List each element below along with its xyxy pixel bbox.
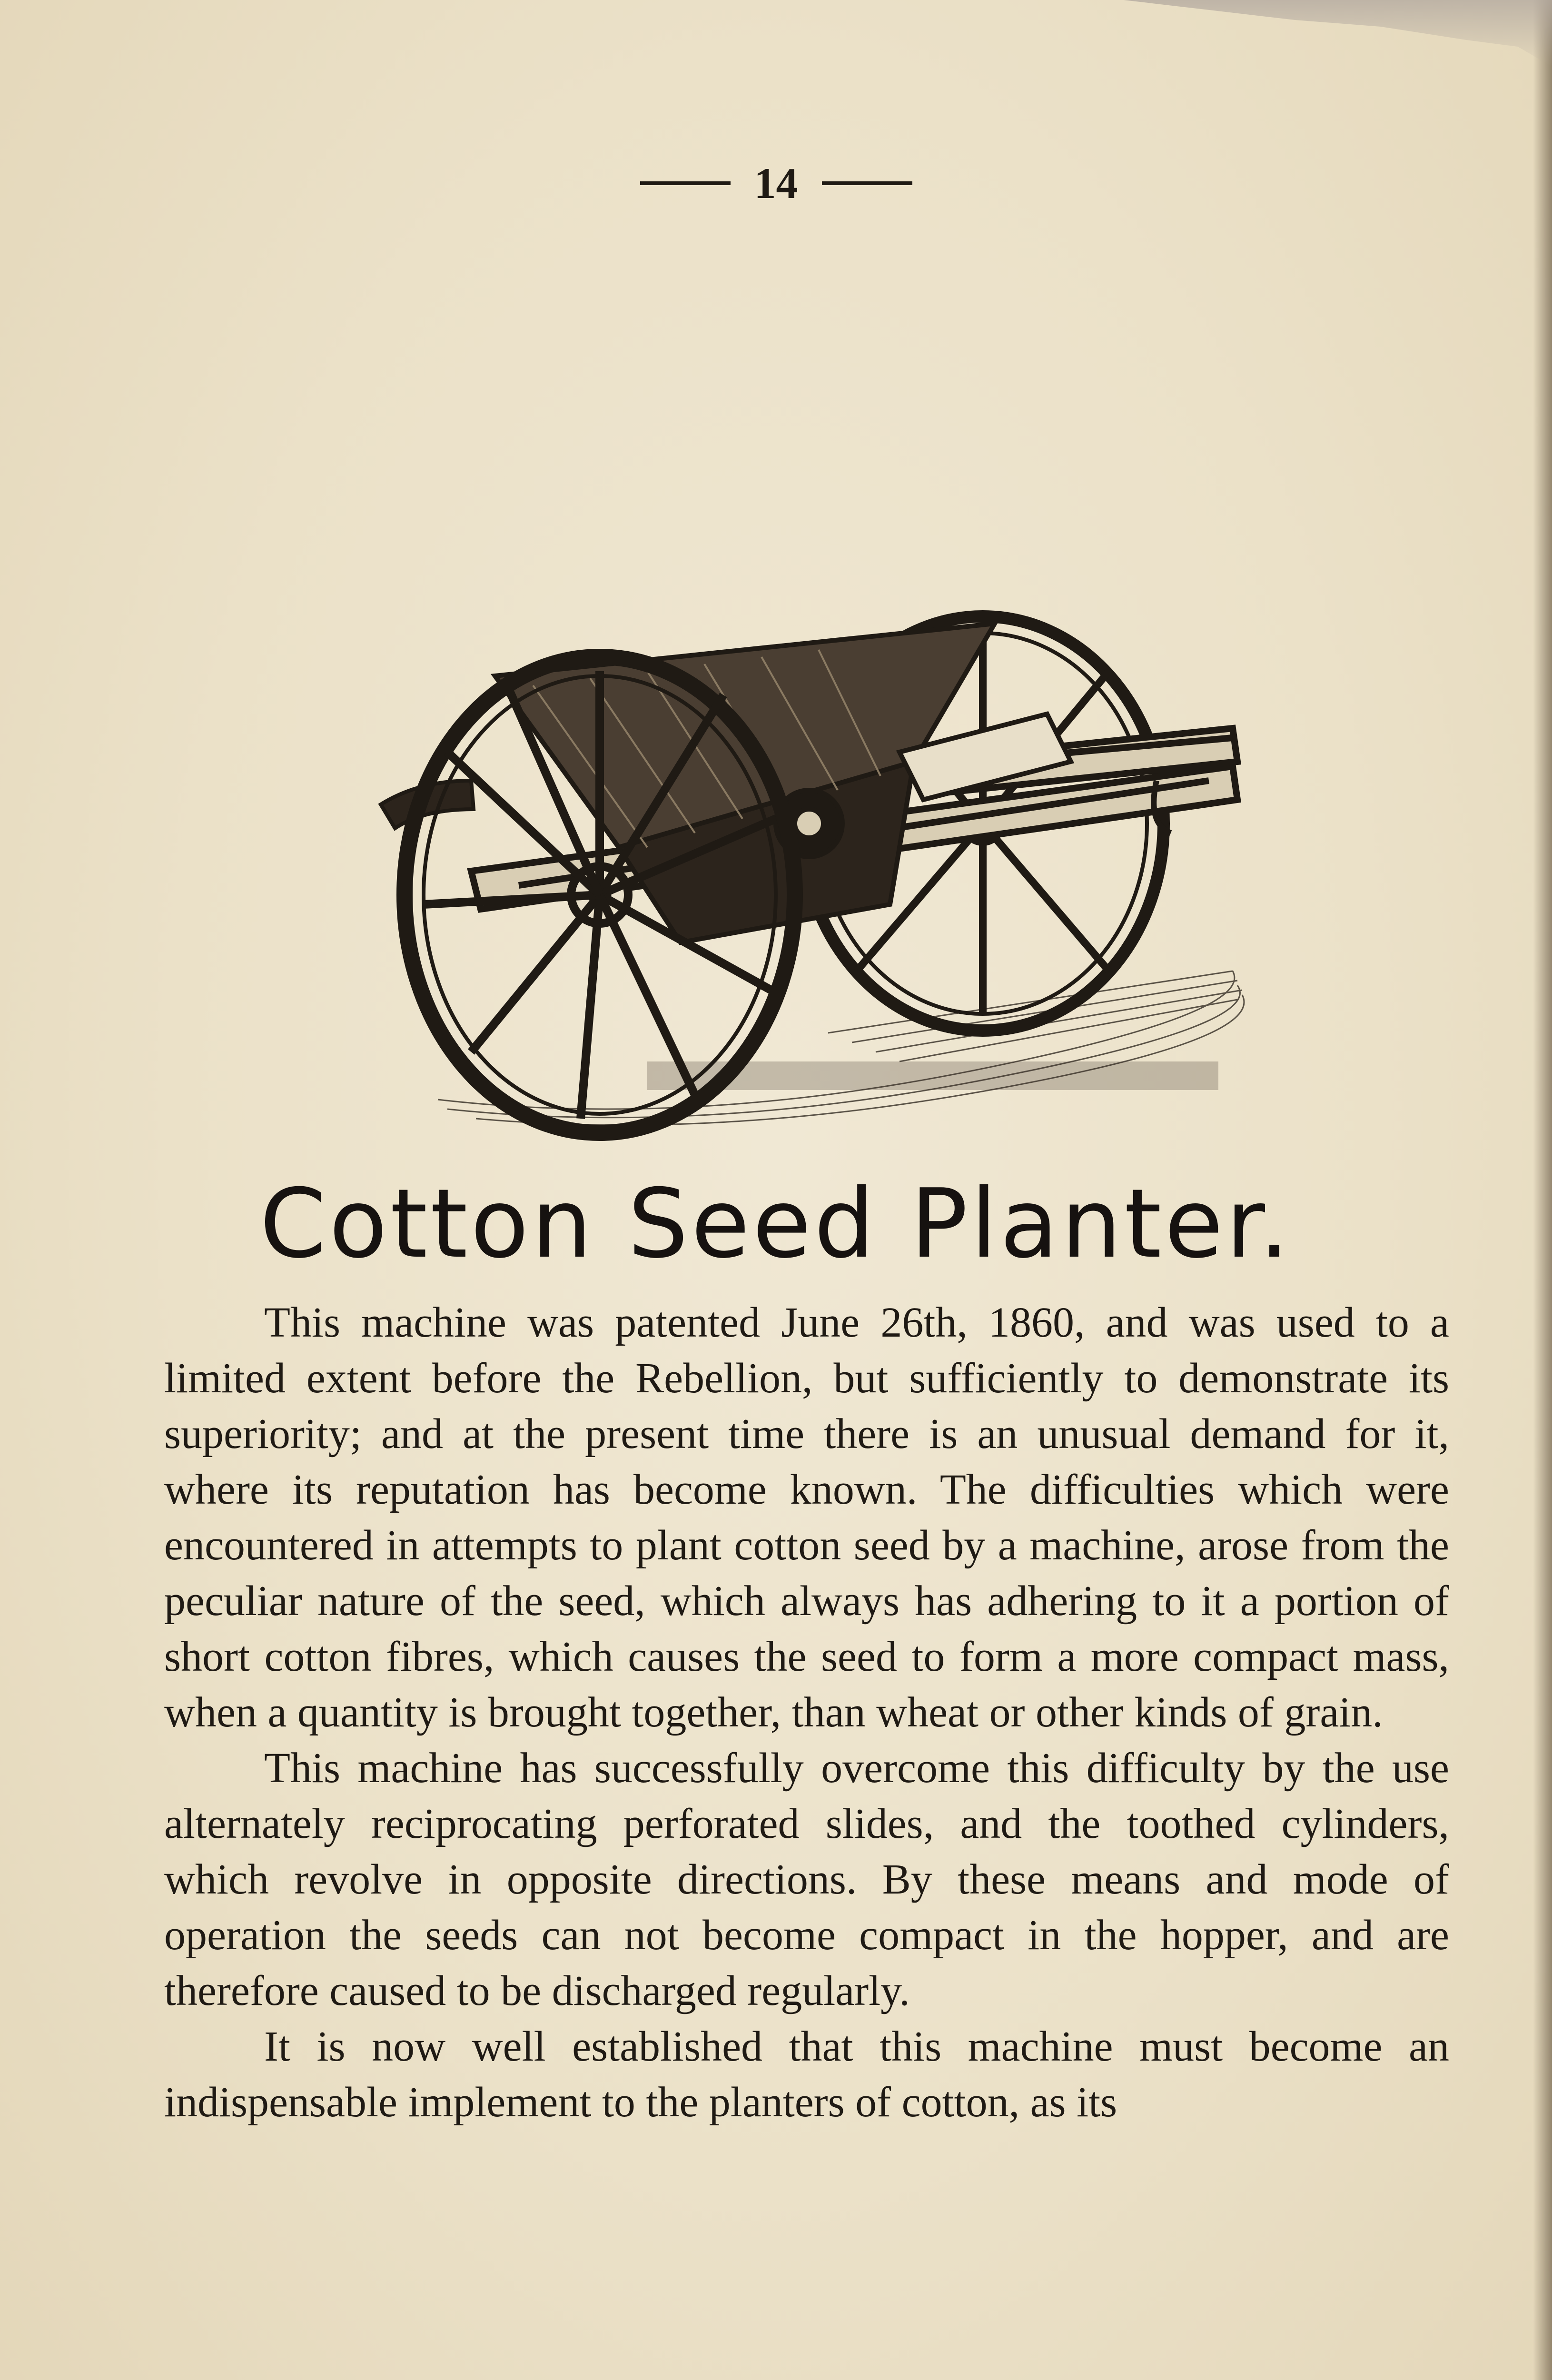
page-number: 14: [754, 159, 798, 208]
header-rule-right: [822, 181, 912, 185]
page-header: [0, 157, 1552, 209]
torn-corner: [1124, 0, 1552, 67]
paragraph-1: This machine was patented June 26th, 1860, and was used to a limited extent before the Rebellion, but sufficiently to demonstrate its superiority; and at the present time there is an unusual demand for it, where its reputation has become known. The difficulties which were encountered in attempts to plant cotton seed by a machine, arose from the peculiar nature of the seed, which always has adhering to it a portion of short cotton fibres, which causes the seed to form a more compact mass, when a quantity is brought together, than wheat or other kinds of grain.: [164, 1299, 1449, 1736]
cotton-seed-planter-illustration: [352, 514, 1256, 1152]
paragraph-3: It is now well established that this machine must become an indispensable implement to the planters of cotton, as its: [164, 2023, 1449, 2126]
paragraph-2: This machine has successfully overcome this difficulty by the use alternately reciprocating perforated slides, and the toothed cylinders, which revolve in opposite directions. By these means and mode of operation the seeds can not become compact in the hopper, and are therefore caused to be discharged regularly.: [164, 1745, 1449, 2014]
header-rule-left: [640, 181, 731, 185]
ground-shadow: [438, 971, 1244, 1125]
body-text: [164, 1295, 1449, 2130]
page-title: Cotton Seed Planter.: [259, 1169, 1293, 1279]
